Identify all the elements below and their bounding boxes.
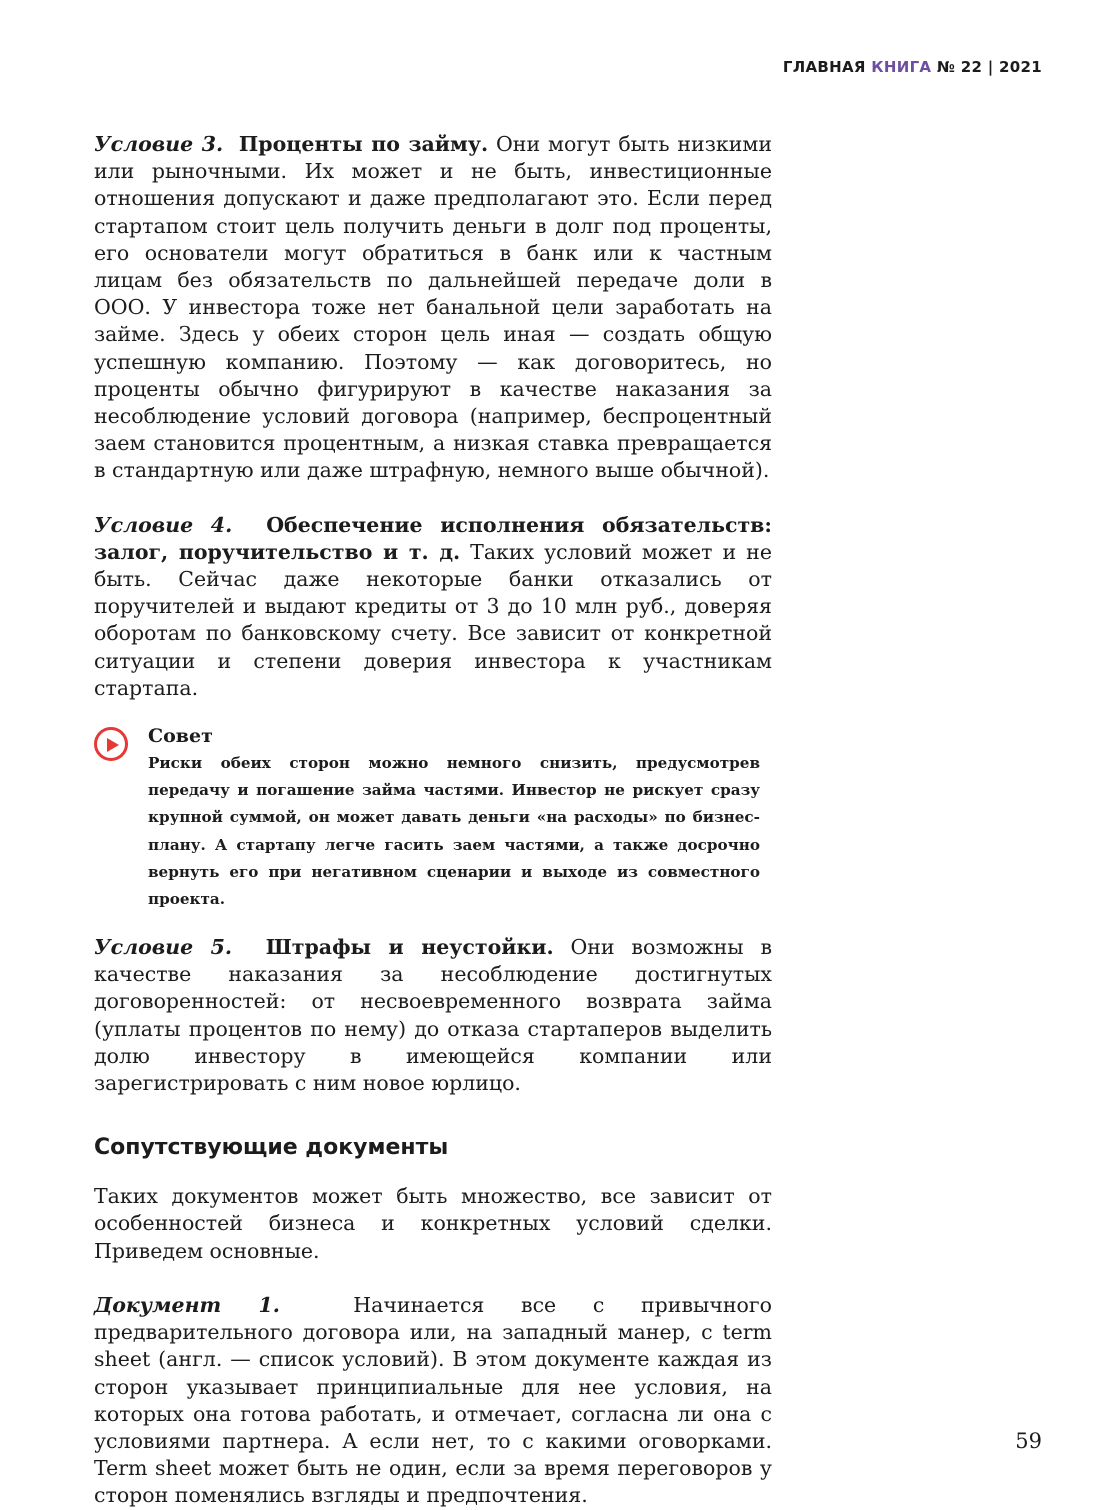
running-header <box>783 58 1042 76</box>
condition-3-subject: Проценты по займу. <box>238 132 489 156</box>
condition-4-subject: Обеспечение исполнения обязательств: залог, поручительство и т. д. <box>94 512 772 564</box>
condition-4-lead: Условие 4. <box>94 512 233 537</box>
condition-4-text: Таких условий может и не быть. Сейчас даже некоторые банки отказались от поручителей и выдают кредиты от 3 до 10 млн руб., доверяя оборотам по банковскому счету. Все зависит от конкретной ситуации и степени доверия инвестора к участникам стартапа. <box>94 539 772 700</box>
play-circle-icon <box>94 727 128 761</box>
condition-3-paragraph <box>94 131 772 485</box>
issue-info: № 22 | 2021 <box>936 58 1042 76</box>
section-heading: Сопутствующие документы <box>94 1135 449 1161</box>
related-intro-paragraph: Таких документов может быть множество, все зависит от особенностей бизнеса и конкретных условий сделки. Приведем основные. <box>94 1184 772 1263</box>
article-body <box>94 131 772 1510</box>
condition-4-paragraph <box>94 512 772 702</box>
condition-3-text: Они могут быть низкими или рыночными. Их может и не быть, инвестиционные отношения допускают и даже предполагают это. Если перед стартапом стоит цель получить деньги в долг под проценты, его основатели могут обратиться в банк или к частным лицам без обязательств по дальнейшей передаче доли в ООО. У инвестора тоже нет банальной цели заработать на займе. Здесь у обеих сторон цель иная — создать общую успешную компанию. Поэтому — как договоритесь, но проценты обычно фигурируют в качестве наказания за несоблюдение условий договора (например, беспроцентный заем становится процентным, а низкая ставка превращается в стандартную или даже штрафную, немного выше обычной). <box>94 132 772 483</box>
page-number: 59 <box>1015 1429 1042 1453</box>
condition-5-text: Они возможны в качестве наказания за несоблюдение достигнутых договоренностей: от несвоевременного возврата займа (уплаты процентов по нему) до отказа стартаперов выделить долю инвестору в имеющейся компании или зарегистрировать с ним новое юрлицо. <box>94 935 772 1096</box>
document-1-lead: Документ 1. <box>94 1292 280 1317</box>
condition-3-lead: Условие 3. <box>94 132 224 156</box>
brand-accent: КНИГА <box>871 58 932 76</box>
condition-5-lead: Условие 5. <box>94 935 233 960</box>
tip-text: Риски обеих сторон можно немного снизить, предусмотрев передачу и погашение займа частями. Инвестор не рискует сразу крупной суммой, он может давать деньги «на расходы» по бизнес-плану. А стартапу легче гасить заем частями, а также досрочно вернуть его при негативном сценарии и выходе из совместного проекта. <box>148 754 760 909</box>
document-1-paragraph <box>94 1292 772 1510</box>
document-1-text: Начинается все с привычного предварительного договора или, на западный манер, с term sheet (англ. — список условий). В этом документе каждая из сторон указывает принципиальные для нее условия, на которых она готова работать, и отмечает, согласна ли она с условиями партнера. А если нет, то с какими оговорками. Term sheet может быть не один, если за время переговоров у сторон поменялись взгляды и предпочтения. <box>94 1292 772 1508</box>
condition-5-paragraph <box>94 934 772 1097</box>
tip-title: Совет <box>148 725 213 748</box>
tip-box <box>94 724 772 934</box>
brand-main: ГЛАВНАЯ <box>782 58 866 76</box>
condition-5-subject: Штрафы и неустойки. <box>265 935 554 960</box>
